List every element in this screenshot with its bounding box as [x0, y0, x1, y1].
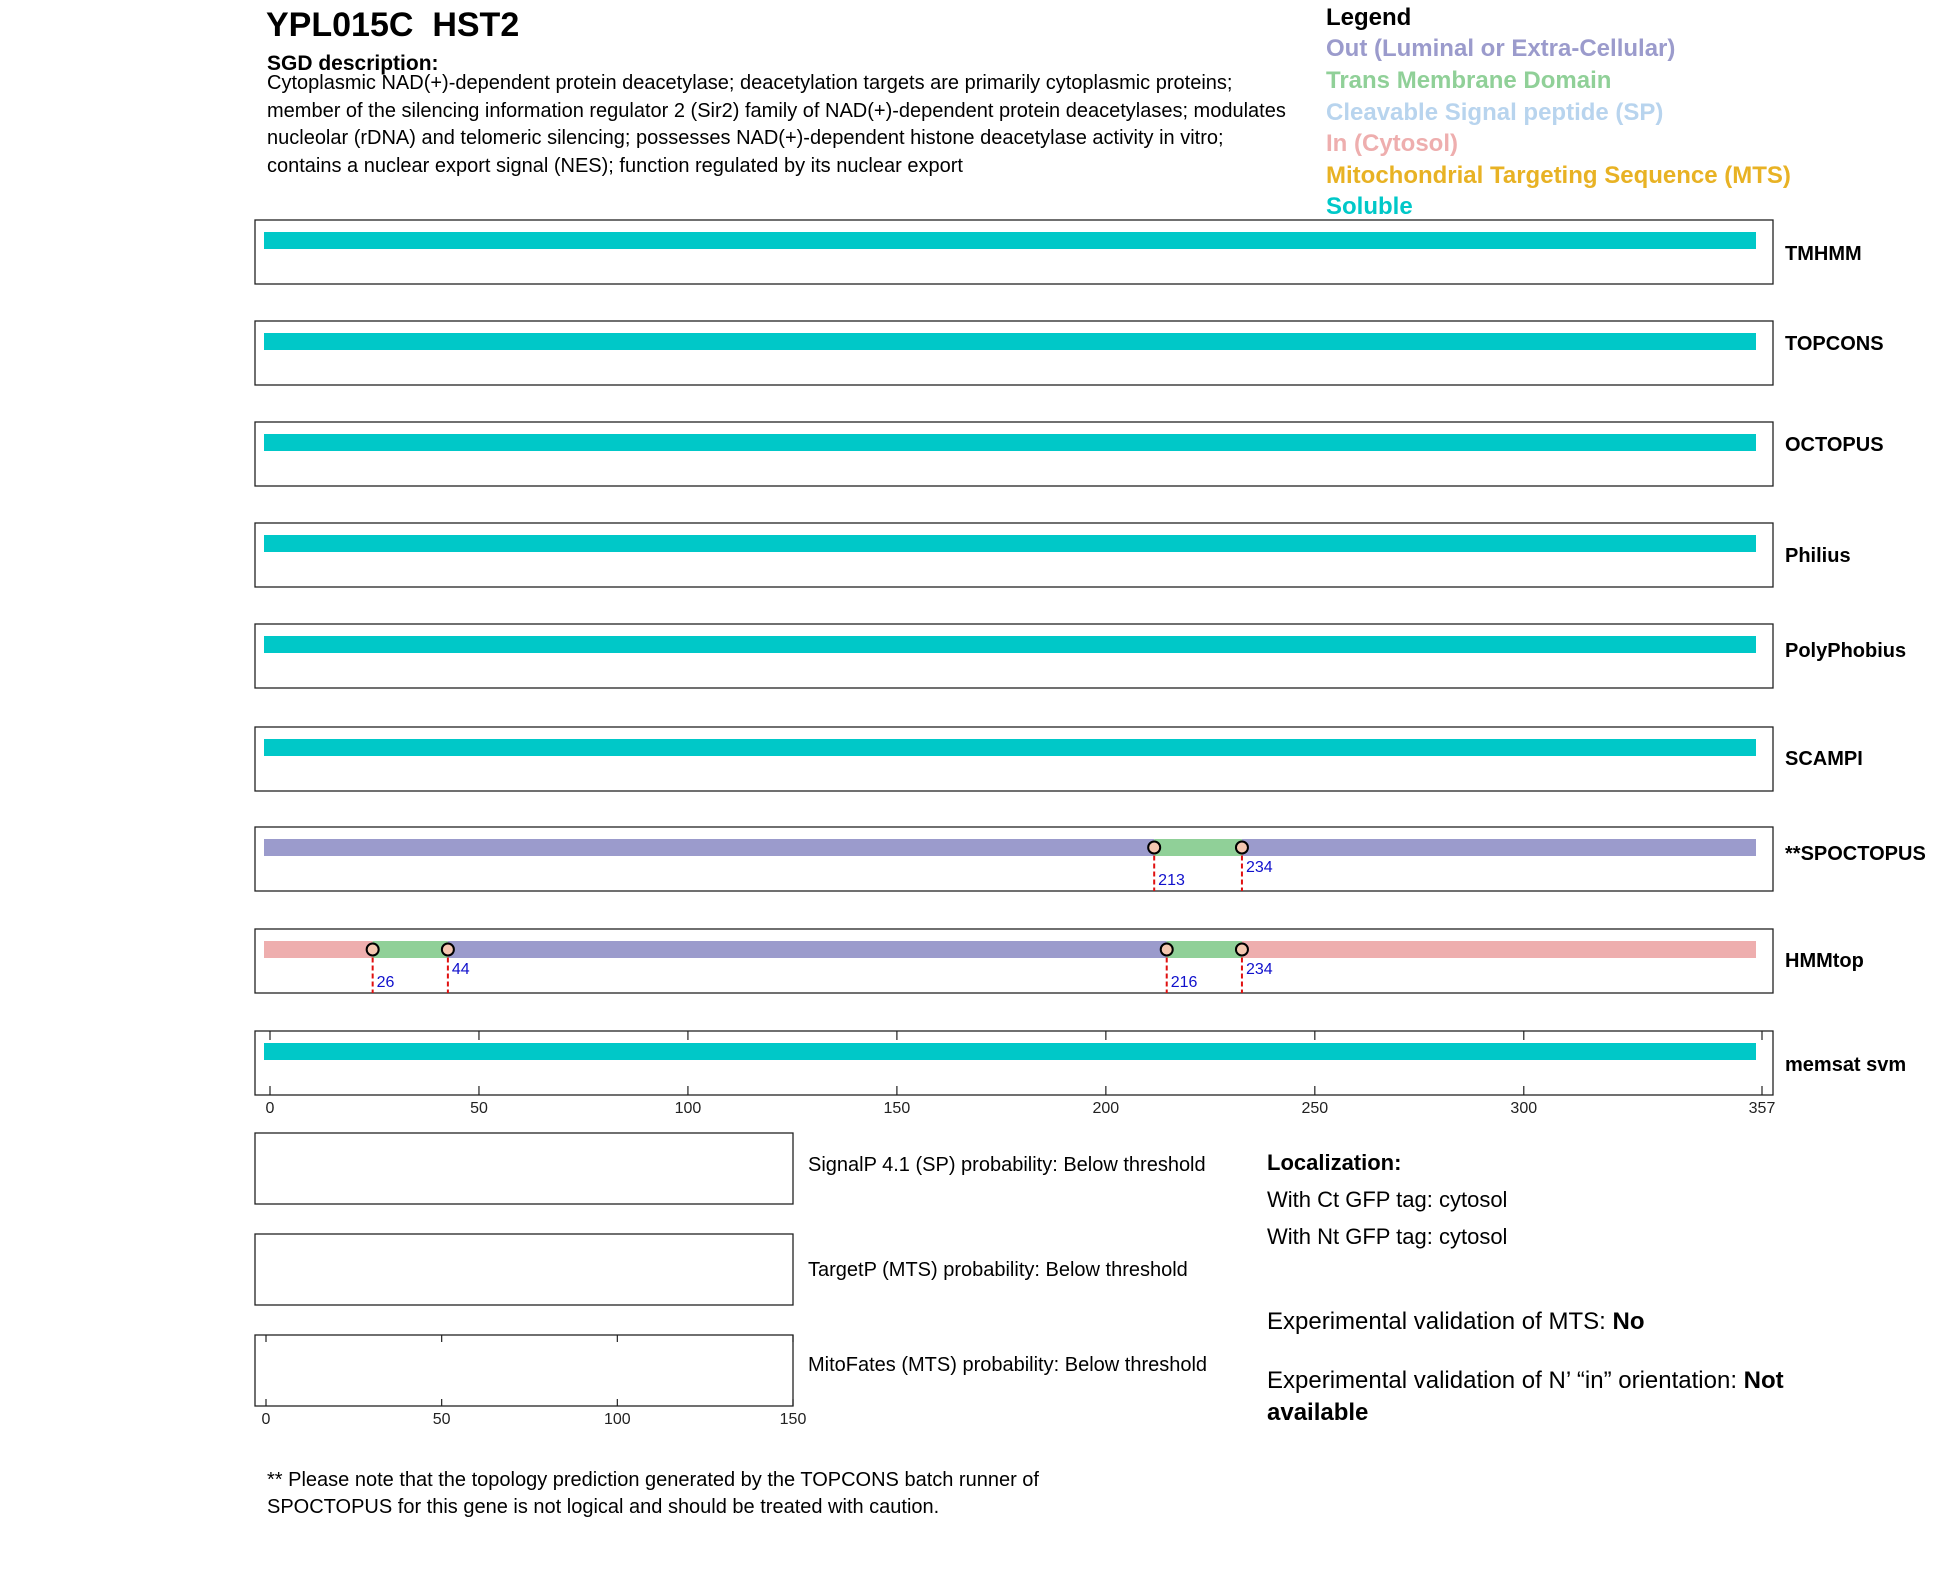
segment-tmhmm-0 — [264, 232, 1756, 249]
localization-heading: Localization: — [1267, 1150, 1402, 1175]
marker-label-spoctopus-1: 234 — [1245, 859, 1273, 876]
segment-spoctopus-2 — [1242, 839, 1756, 856]
legend-item-tm: Trans Membrane Domain — [1326, 67, 1612, 94]
x-tick-label-3: 150 — [883, 1100, 911, 1117]
legend-item-soluble: Soluble — [1326, 193, 1413, 220]
validation-orientation-value: Not available — [1267, 1367, 1784, 1426]
track-label-polyphobius: PolyPhobius — [1785, 640, 1907, 662]
gene-id: YPL015C — [266, 6, 414, 44]
signalp-label: SignalP 4.1 (SP) probability: Below threshold — [808, 1154, 1206, 1176]
prob-tick-label-2: 100 — [603, 1411, 631, 1428]
track-label-topcons: TOPCONS — [1785, 333, 1884, 355]
marker-dot-hmmtop-3 — [1236, 944, 1248, 956]
segment-memsat-svm-0 — [264, 1043, 1756, 1060]
track-box-tmhmm — [255, 220, 1773, 284]
marker-label-hmmtop-0: 26 — [376, 974, 395, 991]
targetp-label: TargetP (MTS) probability: Below threshold — [808, 1259, 1188, 1281]
validation-orientation — [1267, 1365, 1867, 1429]
track-label-octopus: OCTOPUS — [1785, 434, 1884, 456]
x-tick-label-2: 100 — [674, 1100, 702, 1117]
track-box-octopus — [255, 422, 1773, 486]
marker-dot-hmmtop-0 — [367, 944, 379, 956]
track-box-polyphobius — [255, 624, 1773, 688]
x-tick-label-6: 300 — [1510, 1100, 1538, 1117]
validation-mts-label: Experimental validation of MTS: — [1267, 1308, 1613, 1335]
segment-hmmtop-3 — [1167, 941, 1242, 958]
track-box-topcons — [255, 321, 1773, 385]
prob-box-targetp — [255, 1234, 793, 1305]
segment-polyphobius-0 — [264, 636, 1756, 653]
sgd-heading: SGD description: — [267, 52, 439, 75]
validation-mts-value: No — [1612, 1308, 1645, 1335]
validation-mts — [1267, 1306, 1867, 1338]
marker-dot-hmmtop-1 — [442, 944, 454, 956]
legend-title: Legend — [1326, 4, 1412, 31]
prob-tick-label-0: 0 — [261, 1411, 271, 1428]
segment-philius-0 — [264, 535, 1756, 552]
legend-item-mts: Mitochondrial Targeting Sequence (MTS) — [1326, 162, 1791, 189]
mitofates-label: MitoFates (MTS) probability: Below threshold — [808, 1354, 1208, 1376]
track-label-memsat: memsat svm — [1785, 1054, 1907, 1076]
marker-dot-hmmtop-2 — [1161, 944, 1173, 956]
marker-dot-spoctopus-0 — [1148, 842, 1160, 854]
track-box-spoctopus — [255, 827, 1773, 891]
localization-nt-gfp: With Nt GFP tag: cytosol — [1267, 1224, 1508, 1249]
segment-hmmtop-1 — [373, 941, 448, 958]
footnote: ** Please note that the topology prediction generated by the TOPCONS batch runner of SPOCTOPUS for this gene is not logical and should be treated with caution. — [267, 1469, 1039, 1518]
track-label-philius: Philius — [1785, 545, 1851, 567]
sgd-description: Cytoplasmic NAD(+)-dependent protein deacetylase; deacetylation targets are primarily cytoplasmic proteins; member of the silencing information regulator 2 (Sir2) family of NAD(+)-dependent protein deacetylases; modulates nucleolar (rDNA) and telomeric silencing; possesses NAD(+)-dependent histone deacetylase activity in vitro; contains a nuclear export signal (NES); function regulated by its nuclear export — [267, 72, 1286, 177]
track-box-memsat-svm — [255, 1031, 1773, 1095]
segment-hmmtop-0 — [264, 941, 373, 958]
track-label-tmhmm: TMHMM — [1785, 243, 1862, 265]
marker-label-spoctopus-0: 213 — [1158, 872, 1185, 889]
marker-label-hmmtop-2: 216 — [1170, 974, 1198, 991]
marker-label-hmmtop-3: 234 — [1245, 961, 1273, 978]
segment-hmmtop-4 — [1242, 941, 1756, 958]
prob-box-mitofates — [255, 1335, 793, 1406]
segment-spoctopus-1 — [1154, 839, 1242, 856]
legend-item-in: In (Cytosol) — [1326, 130, 1458, 157]
track-box-hmmtop — [255, 929, 1773, 993]
segment-topcons-0 — [264, 333, 1756, 350]
marker-label-hmmtop-1: 44 — [451, 961, 470, 978]
segment-octopus-0 — [264, 434, 1756, 451]
track-box-scampi — [255, 727, 1773, 791]
localization-ct-gfp: With Ct GFP tag: cytosol — [1267, 1187, 1508, 1212]
x-tick-label-0: 0 — [265, 1100, 275, 1117]
track-box-philius — [255, 523, 1773, 587]
gene-name: HST2 — [432, 6, 520, 44]
marker-dot-spoctopus-1 — [1236, 842, 1248, 854]
track-label-hmmtop: HMMtop — [1785, 950, 1864, 972]
x-tick-label-7: 357 — [1748, 1100, 1776, 1117]
track-label-scampi: SCAMPI — [1785, 748, 1863, 770]
segment-spoctopus-0 — [264, 839, 1154, 856]
segment-hmmtop-2 — [448, 941, 1167, 958]
prob-tick-label-3: 150 — [779, 1411, 807, 1428]
x-tick-label-5: 250 — [1301, 1100, 1329, 1117]
legend-item-out: Out (Luminal or Extra-Cellular) — [1326, 35, 1676, 62]
prob-box-signalp — [255, 1133, 793, 1204]
prob-tick-label-1: 50 — [432, 1411, 451, 1428]
x-tick-label-1: 50 — [470, 1100, 488, 1117]
track-label-spoctopus: **SPOCTOPUS — [1785, 843, 1926, 865]
legend-item-sp: Cleavable Signal peptide (SP) — [1326, 99, 1664, 126]
segment-scampi-0 — [264, 739, 1756, 756]
x-tick-label-4: 200 — [1092, 1100, 1120, 1117]
validation-orientation-label: Experimental validation of N’ “in” orientation: — [1267, 1367, 1744, 1394]
